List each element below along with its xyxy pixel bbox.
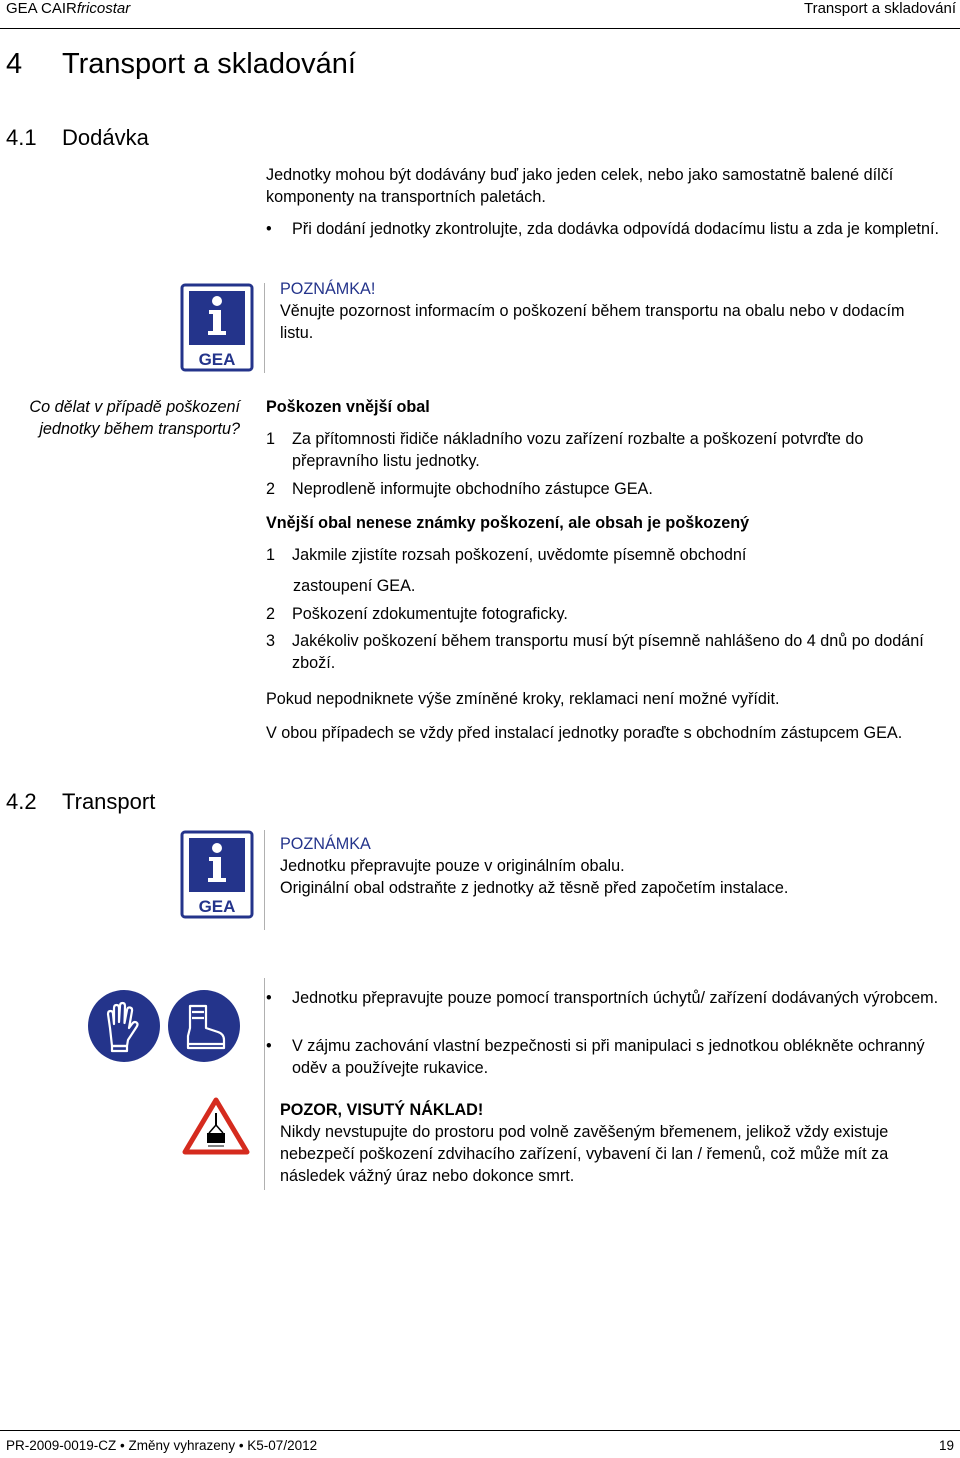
svg-text:GEA: GEA: [198, 897, 236, 916]
header-section: Transport a skladování: [803, 0, 956, 17]
safety-boot-icon: [166, 988, 242, 1064]
side-question: Co dělat v případě poškození jednotky během transportu?: [29, 398, 240, 438]
transport-note-line2: Originální obal odstraňte z jednotky až těsně před započetím instalace.: [280, 879, 789, 897]
case1-step-1: 1 Za přítomnosti řidiče nákladního vozu zařízení rozbalte a poškození potvrďte do přepravního listu jednotky.: [266, 430, 864, 470]
footer-divider: [0, 1430, 960, 1431]
transport-note-title: POZNÁMKA: [280, 835, 371, 853]
transport-bullet-1: • Jednotku přepravujte pouze pomocí transportních úchytů/ zařízení dodávaných výrobcem.: [266, 989, 939, 1007]
consult-note: V obou případech se vždy před instalací jednotky poraďte s obchodním zástupcem GEA.: [266, 724, 903, 742]
section-4-2-heading: 4.2 Transport: [6, 789, 156, 814]
note-divider: [264, 283, 265, 373]
suspended-load-warning-icon: [182, 1097, 250, 1155]
section-4-1-heading: 4.1 Dodávka: [6, 125, 149, 150]
header-divider: [0, 28, 960, 29]
header-brand: GEA CAIRfricostar: [6, 0, 131, 17]
svg-text:GEA: GEA: [198, 350, 236, 369]
ppe-divider: [264, 978, 265, 1190]
case2-title: Vnější obal nenese známky poškození, ale obsah je poškozený: [266, 514, 750, 532]
note-divider: [264, 830, 265, 930]
transport-bullet-2: • V zájmu zachování vlastní bezpečnosti si při manipulaci s jednotkou oblékněte ochranný oděv a používejte rukavice.: [266, 1037, 925, 1077]
case2-step-2: 2 Poškození zdokumentujte fotograficky.: [266, 605, 568, 623]
info-sign-icon: [180, 283, 254, 372]
footer-info: PR-2009-0019-CZ • Změny vyhrazeny • K5-07/2012: [6, 1438, 318, 1453]
case2-step-1-cont: zastoupení GEA.: [293, 577, 416, 595]
delivery-intro: Jednotky mohou být dodávány buď jako jeden celek, nebo jako samostatně balené dílčí komponenty na transportních paletách.: [266, 166, 894, 206]
transport-note-line1: Jednotku přepravujte pouze v originálním obalu.: [280, 857, 625, 875]
caution-title: POZOR, VISUTÝ NÁKLAD!: [280, 1101, 484, 1119]
caution-text: Nikdy nevstupujte do prostoru pod volně zavěšeným břemenem, jelikož vždy existuje nebezpečí poškození zdvihacího zařízení, vybavení či lan / řemenů, což může mít za následek vážný úraz nebo dokonce smrt.: [280, 1123, 889, 1185]
claim-warning: Pokud nepodniknete výše zmíněné kroky, reklamaci není možné vyřídit.: [266, 690, 780, 708]
gloves-icon: [86, 988, 162, 1064]
chapter-title: 4 Transport a skladování: [6, 48, 356, 80]
page-number: 19: [938, 1438, 954, 1453]
case2-step-1: 1 Jakmile zjistíte rozsah poškození, uvědomte písemně obchodní: [266, 546, 747, 564]
note-title: POZNÁMKA!: [280, 280, 376, 298]
info-sign-icon: [180, 830, 254, 919]
case1-title: Poškozen vnější obal: [266, 398, 430, 416]
case1-step-2: 2 Neprodleně informujte obchodního zástupce GEA.: [266, 480, 653, 498]
note-text: Věnujte pozornost informacím o poškození během transportu na obalu nebo v dodacím listu.: [280, 302, 905, 342]
case2-step-3: 3 Jakékoliv poškození během transportu musí být písemně nahlášeno do 4 dnů po dodání zboží.: [266, 632, 924, 672]
delivery-check-bullet: • Při dodání jednotky zkontrolujte, zda dodávka odpovídá dodacímu listu a zda je kompletní.: [266, 220, 939, 238]
